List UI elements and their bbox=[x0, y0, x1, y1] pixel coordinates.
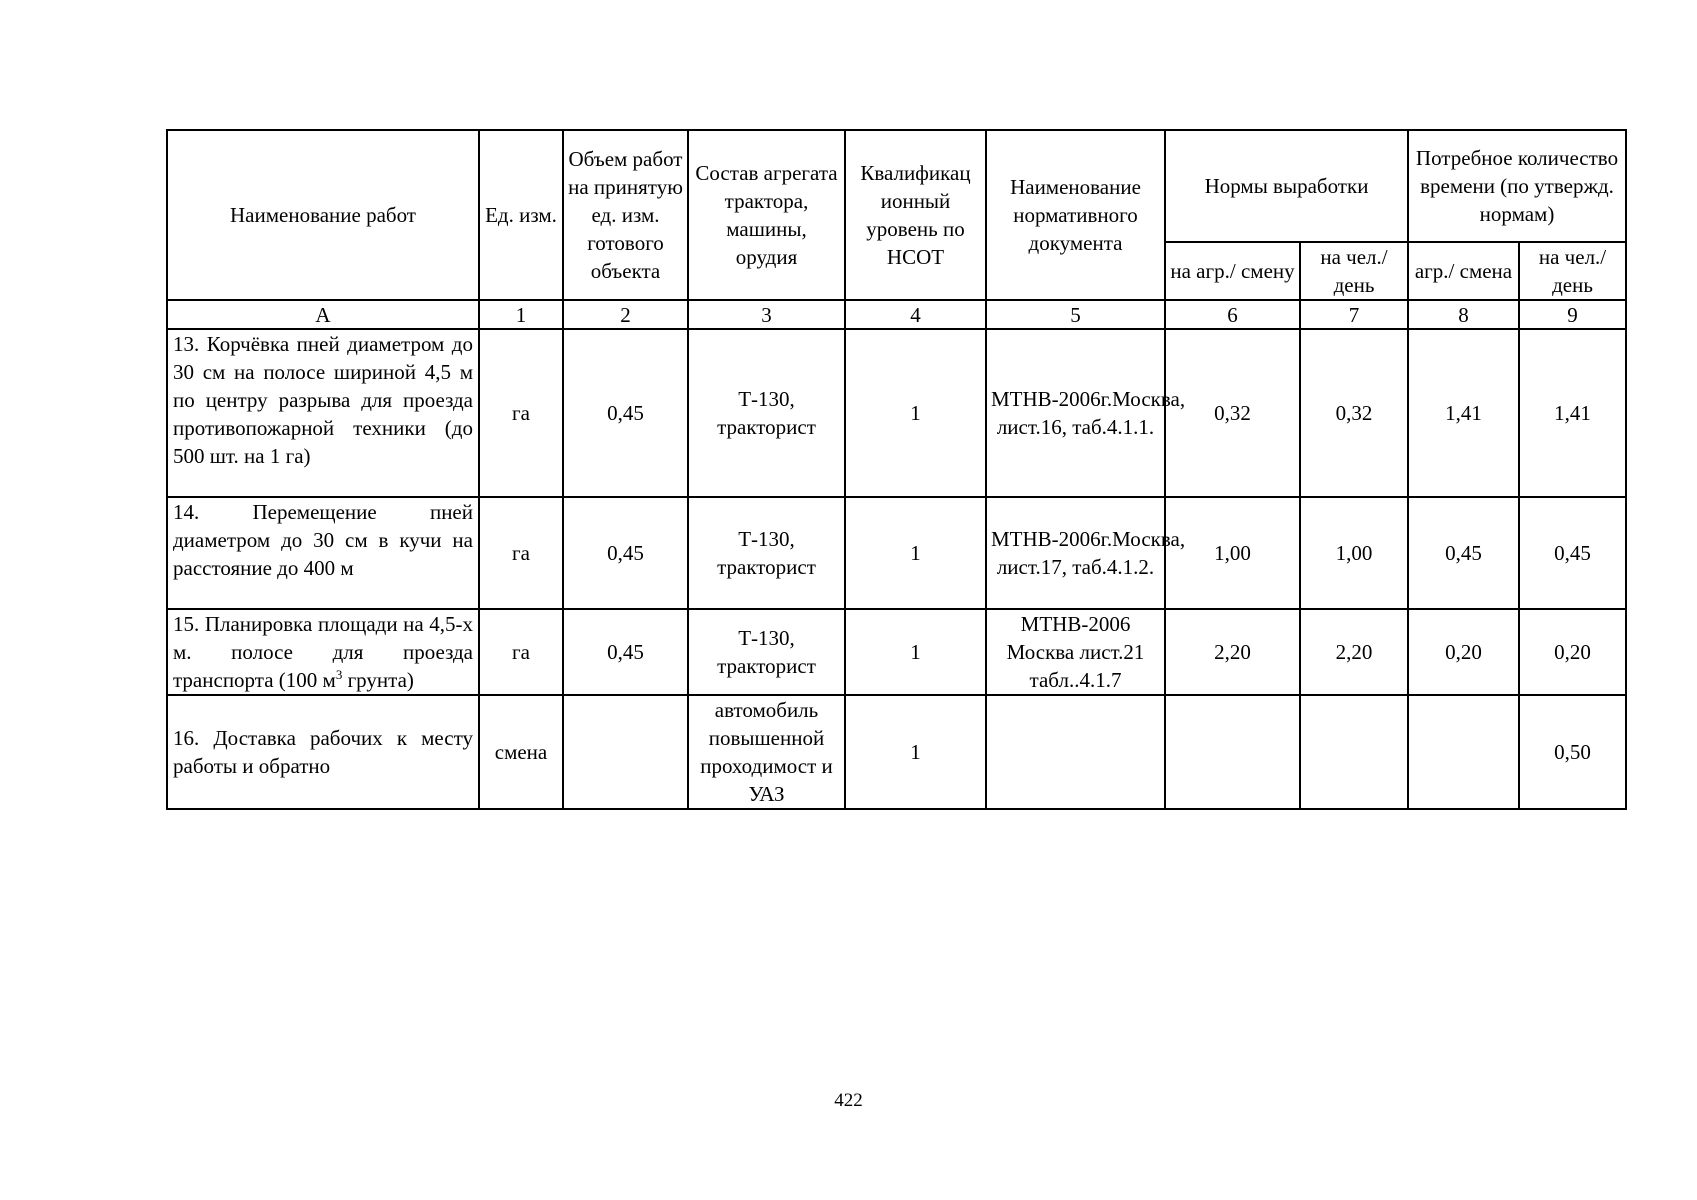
work-name: 13. Корчёвка пней диаметром до 30 см на полосе шириной 4,5 м по центру разрыва для проезда противопожарной техники (до 500 шт. на 1 га) bbox=[167, 329, 479, 497]
header-norms: Нормы выработки bbox=[1165, 130, 1408, 242]
header-unit: Ед. изм. bbox=[479, 130, 563, 300]
document-cell: МТНВ-2006 Москва лист.21 табл..4.1.7 bbox=[986, 609, 1165, 695]
time-agr-cell: 0,20 bbox=[1408, 609, 1519, 695]
page-number: 422 bbox=[834, 1090, 863, 1111]
time-agr-cell: 1,41 bbox=[1408, 329, 1519, 497]
time-person-cell: 0,50 bbox=[1519, 695, 1626, 809]
column-number: 8 bbox=[1408, 300, 1519, 329]
norm-person-cell: 0,32 bbox=[1300, 329, 1408, 497]
qualification-cell: 1 bbox=[845, 497, 986, 609]
unit-cell: га bbox=[479, 329, 563, 497]
qualification-cell: 1 bbox=[845, 329, 986, 497]
unit-cell: смена bbox=[479, 695, 563, 809]
header-time: Потребное количество времени (по утвержд. нормам) bbox=[1408, 130, 1626, 242]
column-number: А bbox=[167, 300, 479, 329]
document-cell bbox=[986, 695, 1165, 809]
time-agr-cell bbox=[1408, 695, 1519, 809]
norm-agr-cell: 2,20 bbox=[1165, 609, 1300, 695]
column-number: 1 bbox=[479, 300, 563, 329]
column-number: 3 bbox=[688, 300, 845, 329]
superscript: 3 bbox=[335, 667, 343, 682]
column-number: 6 bbox=[1165, 300, 1300, 329]
column-number: 2 bbox=[563, 300, 688, 329]
document-cell: МТНВ-2006г.Москва, лист.16, таб.4.1.1. bbox=[986, 329, 1165, 497]
composition-cell: Т-130, тракторист bbox=[688, 329, 845, 497]
time-person-cell: 0,45 bbox=[1519, 497, 1626, 609]
work-name-text: 15. Планировка площади на 4,5-х м. полосе для проезда транспорта (100 м bbox=[173, 612, 473, 692]
column-number: 7 bbox=[1300, 300, 1408, 329]
column-number-row bbox=[167, 300, 1626, 329]
norm-agr-cell: 1,00 bbox=[1165, 497, 1300, 609]
column-number: 9 bbox=[1519, 300, 1626, 329]
unit-cell: га bbox=[479, 609, 563, 695]
volume-cell bbox=[563, 695, 688, 809]
norm-person-cell bbox=[1300, 695, 1408, 809]
header-name: Наименование работ bbox=[167, 130, 479, 300]
header-document: Наименование нормативного документа bbox=[986, 130, 1165, 300]
time-person-cell: 1,41 bbox=[1519, 329, 1626, 497]
header-volume: Объем работ на принятую ед. изм. готового объекта bbox=[563, 130, 688, 300]
volume-cell: 0,45 bbox=[563, 329, 688, 497]
work-name: 16. Доставка рабочих к месту работы и обратно bbox=[167, 695, 479, 809]
volume-cell: 0,45 bbox=[563, 609, 688, 695]
header-qualification: Квалификац ионный уровень по НСОТ bbox=[845, 130, 986, 300]
norm-person-cell: 1,00 bbox=[1300, 497, 1408, 609]
column-number: 4 bbox=[845, 300, 986, 329]
table-row bbox=[167, 695, 1626, 809]
header-row bbox=[167, 130, 1626, 242]
header-composition: Состав агрегата трактора, машины, орудия bbox=[688, 130, 845, 300]
norms-table bbox=[166, 129, 1627, 810]
unit-cell: га bbox=[479, 497, 563, 609]
work-name-text-end: грунта) bbox=[342, 668, 414, 692]
composition-cell: Т-130, тракторист bbox=[688, 497, 845, 609]
time-agr-cell: 0,45 bbox=[1408, 497, 1519, 609]
header-norms-agr: на агр./ смену bbox=[1165, 242, 1300, 300]
table-row bbox=[167, 609, 1626, 695]
column-number: 5 bbox=[986, 300, 1165, 329]
document-cell: МТНВ-2006г.Москва, лист.17, таб.4.1.2. bbox=[986, 497, 1165, 609]
norm-agr-cell bbox=[1165, 695, 1300, 809]
volume-cell: 0,45 bbox=[563, 497, 688, 609]
qualification-cell: 1 bbox=[845, 609, 986, 695]
header-norms-person: на чел./ день bbox=[1300, 242, 1408, 300]
time-person-cell: 0,20 bbox=[1519, 609, 1626, 695]
table-row bbox=[167, 497, 1626, 609]
norm-person-cell: 2,20 bbox=[1300, 609, 1408, 695]
composition-cell: Т-130, тракторист bbox=[688, 609, 845, 695]
header-time-agr: агр./ смена bbox=[1408, 242, 1519, 300]
qualification-cell: 1 bbox=[845, 695, 986, 809]
work-name: 14. Перемещение пней диаметром до 30 см в кучи на расстояние до 400 м bbox=[167, 497, 479, 609]
table-row bbox=[167, 329, 1626, 497]
norm-agr-cell: 0,32 bbox=[1165, 329, 1300, 497]
header-time-person: на чел./ день bbox=[1519, 242, 1626, 300]
composition-cell: автомобиль повышенной проходимост и УАЗ bbox=[688, 695, 845, 809]
work-name bbox=[167, 609, 479, 695]
